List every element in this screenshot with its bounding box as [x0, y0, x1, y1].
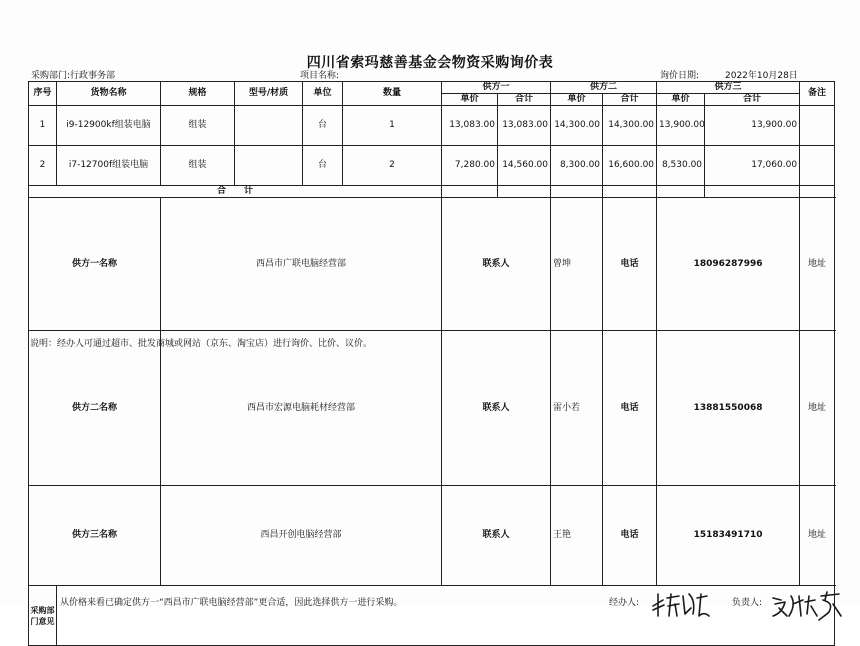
row-s2-price: 14,300.00 — [551, 106, 603, 146]
total-s1-price — [442, 186, 498, 198]
supplier-row — [29, 486, 835, 586]
responsible-signature — [769, 586, 845, 624]
supplier3-address-label: 地址 — [800, 486, 835, 586]
row-s2-total: 14,300.00 — [603, 106, 657, 146]
handler-label: 经办人: — [609, 598, 640, 608]
supplier3-contact-label: 联系人 — [442, 486, 551, 586]
row-remark — [800, 146, 835, 186]
header-unit: 单位 — [303, 82, 343, 106]
header-no: 序号 — [29, 82, 57, 106]
table-row — [29, 106, 835, 146]
supplier1-phone-label: 电话 — [603, 198, 657, 331]
supplier-row — [29, 331, 835, 486]
footnote: 说明：经办人可通过超市、批发商城或网站（京东、淘宝店）进行询价、比价、议价。 — [30, 339, 373, 349]
header-remark: 备注 — [800, 82, 835, 106]
inquiry-table — [28, 81, 835, 646]
header-s3-total: 合计 — [705, 94, 800, 106]
total-s3-price — [657, 186, 705, 198]
total-label: 合 计 — [29, 186, 442, 198]
supplier1-contact-label: 联系人 — [442, 198, 551, 331]
supplier2-address-label: 地址 — [800, 331, 835, 486]
row-no: 1 — [29, 106, 57, 146]
header-model: 型号/材质 — [235, 82, 303, 106]
row-s3-price: 8,530.00 — [657, 146, 705, 186]
total-s2-price — [551, 186, 603, 198]
supplier2-phone: 13881550068 — [657, 331, 800, 486]
row-s1-price: 13,083.00 — [442, 106, 498, 146]
row-model — [235, 106, 303, 146]
row-unit: 台 — [303, 106, 343, 146]
inquiry-date-label: 询价日期: — [660, 71, 700, 81]
header-supplier1: 供方一 — [442, 82, 551, 94]
document-title: 四川省索玛慈善基金会物资采购询价表 — [306, 55, 554, 71]
opinion-content — [57, 586, 835, 646]
supplier2-contact: 雷小若 — [551, 331, 603, 486]
row-s3-total: 13,900.00 — [705, 106, 800, 146]
supplier3-phone-label: 电话 — [603, 486, 657, 586]
row-s1-total: 13,083.00 — [498, 106, 551, 146]
supplier1-contact: 曾坤 — [551, 198, 603, 331]
supplier2-phone-label: 电话 — [603, 331, 657, 486]
total-s1-total — [498, 186, 551, 198]
supplier2-contact-label: 联系人 — [442, 331, 551, 486]
supplier3-phone: 15183491710 — [657, 486, 800, 586]
opinion-text: 从价格来看已确定供方一“西昌市广联电脑经营部”更合适，因此选择供方一进行采购。 — [60, 598, 403, 608]
supplier1-phone: 18096287996 — [657, 198, 800, 331]
inquiry-date-value: 2022年10月28日 — [725, 71, 798, 81]
row-qty: 1 — [343, 106, 442, 146]
total-s2-total — [603, 186, 657, 198]
row-s3-total: 17,060.00 — [705, 146, 800, 186]
table-row — [29, 146, 835, 186]
header-s1-unit-price: 单价 — [442, 94, 498, 106]
row-s1-total: 14,560.00 — [498, 146, 551, 186]
row-remark — [800, 106, 835, 146]
header-item-name: 货物名称 — [57, 82, 161, 106]
header-qty: 数量 — [343, 82, 442, 106]
supplier3-contact: 王艳 — [551, 486, 603, 586]
header-supplier3: 供方三 — [657, 82, 800, 94]
header-s1-total: 合计 — [498, 94, 551, 106]
supplier2-name: 西昌市宏源电脑耗材经营部 — [161, 331, 442, 486]
supplier3-name: 西昌开创电脑经营部 — [161, 486, 442, 586]
row-spec: 组装 — [161, 146, 235, 186]
supplier1-label: 供方一名称 — [29, 198, 161, 331]
row-item-name: i7-12700f组装电脑 — [57, 146, 161, 186]
row-model — [235, 146, 303, 186]
supplier-row — [29, 198, 835, 331]
row-no: 2 — [29, 146, 57, 186]
row-s2-price: 8,300.00 — [551, 146, 603, 186]
row-s2-total: 16,600.00 — [603, 146, 657, 186]
header-s2-total: 合计 — [603, 94, 657, 106]
supplier1-address-label: 地址 — [800, 198, 835, 331]
header-s3-unit-price: 单价 — [657, 94, 705, 106]
opinion-row — [29, 586, 835, 646]
purchase-department: 采购部门:行政事务部 — [31, 71, 116, 81]
header-supplier2: 供方二 — [551, 82, 657, 94]
row-item-name: i9-12900kf组装电脑 — [57, 106, 161, 146]
responsible-label: 负责人: — [732, 598, 763, 608]
row-s3-price: 13,900.00 — [657, 106, 705, 146]
header-s2-unit-price: 单价 — [551, 94, 603, 106]
row-s1-price: 7,280.00 — [442, 146, 498, 186]
handler-signature — [649, 586, 711, 624]
supplier2-label: 供方二名称 — [29, 331, 161, 486]
row-spec: 组装 — [161, 106, 235, 146]
header-spec: 规格 — [161, 82, 235, 106]
row-unit: 台 — [303, 146, 343, 186]
row-qty: 2 — [343, 146, 442, 186]
project-name-label: 项目名称: — [300, 71, 340, 81]
supplier1-name: 西昌市广联电脑经营部 — [161, 198, 442, 331]
opinion-label: 采购部门意见 — [29, 586, 57, 646]
total-remark — [800, 186, 835, 198]
supplier3-label: 供方三名称 — [29, 486, 161, 586]
total-s3-total — [705, 186, 800, 198]
